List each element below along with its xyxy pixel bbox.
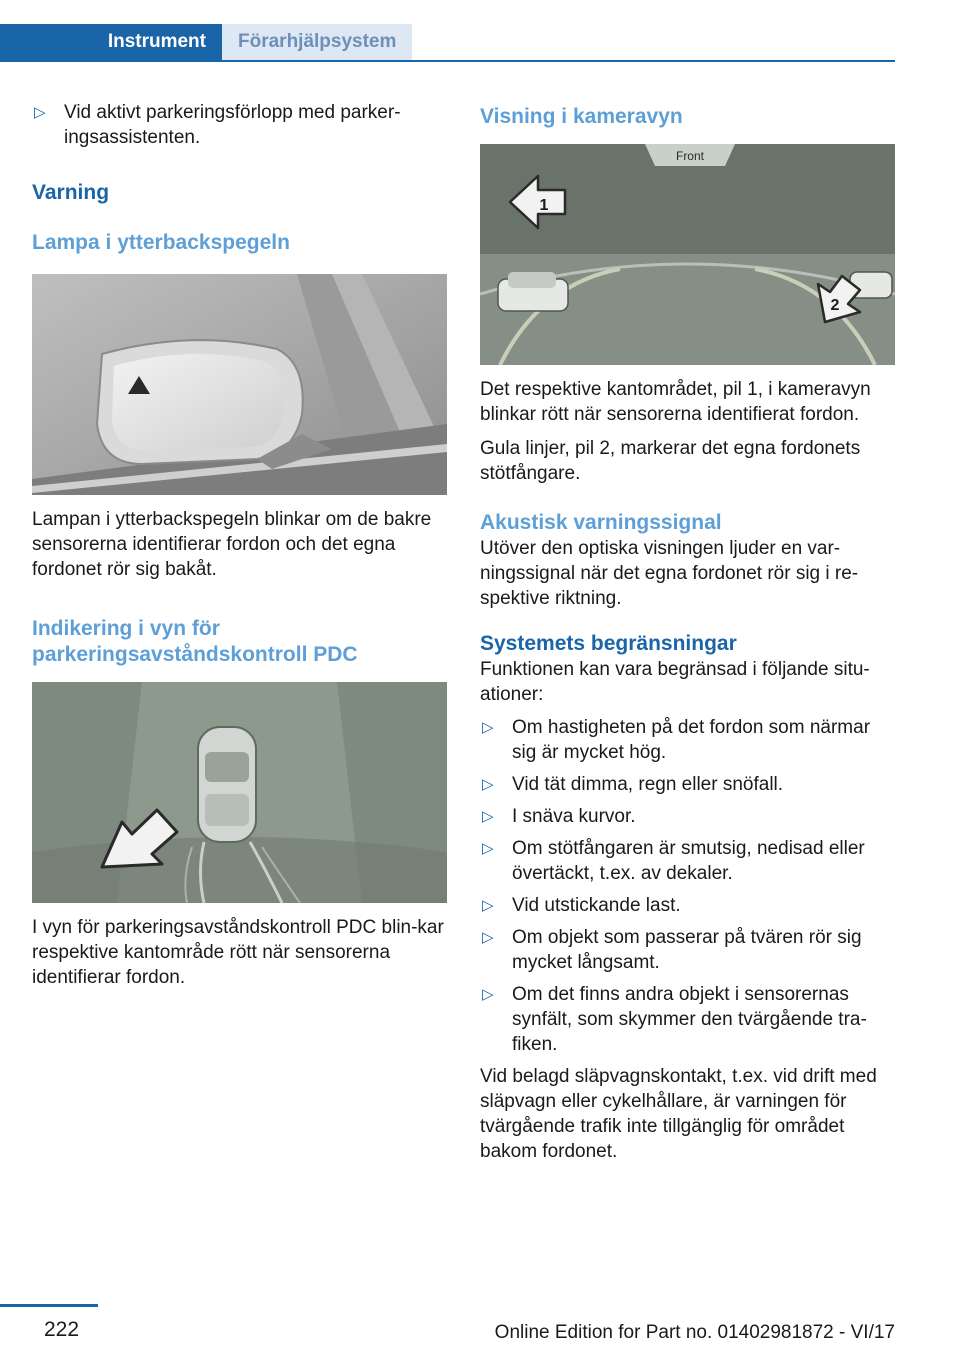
list-item (480, 893, 895, 918)
camera-illustration (480, 144, 895, 365)
list-item (480, 836, 895, 886)
list-item-text: Om det finns andra objekt i sensorernas synfält, som skymmer den tvärgående tra‐fiken. (512, 984, 867, 1055)
bullet-triangle-icon: ▷ (482, 776, 494, 793)
limits-intro: Funktionen kan vara begränsad i följande situ‐ationer: (480, 659, 870, 705)
list-item (480, 772, 895, 797)
bullet-triangle-icon: ▷ (482, 808, 494, 825)
page-number: 222 (44, 1318, 80, 1341)
camera-arrow-1-label: 1 (539, 197, 549, 214)
left-column (32, 100, 447, 990)
bullet-triangle-icon: ▷ (34, 104, 46, 121)
mirror-description: Lampan i ytterbackspegeln blinkar om de bakre sensorerna identifierar fordon och det egna fordonet rör sig bakåt. (32, 509, 432, 580)
footer-rule (0, 1304, 98, 1307)
edition-note: Online Edition for Part no. 01402981872 - VI/17 (494, 1322, 895, 1343)
heading-warning: Varning (32, 181, 110, 204)
bullet-triangle-icon: ▷ (482, 897, 494, 914)
mirror-image (32, 274, 447, 495)
tab-forarhjalpsystem[interactable]: Förarhjälpsystem (222, 24, 412, 60)
bullet-triangle-icon: ▷ (482, 840, 494, 857)
bullet-triangle-icon: ▷ (482, 986, 494, 1003)
list-item-text: Vid tät dimma, regn eller snöfall. (512, 774, 784, 795)
list-item (480, 982, 895, 1057)
list-item (480, 715, 895, 765)
camera-description-2: Gula linjer, pil 2, markerar det egna fordonets stötfångare. (480, 438, 861, 484)
pdc-image (32, 682, 447, 903)
camera-front-label: Front (675, 149, 705, 163)
heading-acoustic-signal: Akustisk varningssignal (480, 511, 722, 534)
pdc-illustration (32, 682, 447, 903)
closing-paragraph: Vid belagd släpvagnskontakt, t.ex. vid drift med släpvagn eller cykelhållare, är varningen för tvärgående trafik inte tillgänglig för området bakom fordonet. (480, 1066, 877, 1162)
list-item (480, 804, 895, 829)
bullet-triangle-icon: ▷ (482, 929, 494, 946)
list-item-text: I snäva kurvor. (512, 806, 636, 827)
list-item-text: Om hastigheten på det fordon som närmar sig är mycket hög. (512, 717, 871, 763)
camera-description-1: Det respektive kantområdet, pil 1, i kameravyn blinkar rött när sensorerna identifierat fordon. (480, 379, 871, 425)
camera-arrow-2-label: 2 (830, 297, 840, 314)
list-item-text: Vid utstickande last. (512, 895, 681, 916)
heading-camera-view: Visning i kameravyn (480, 105, 683, 128)
list-item-text: Om objekt som passerar på tvären rör sig mycket långsamt. (512, 927, 862, 973)
list-item-text: Vid aktivt parkeringsförlopp med parker‐ingsassistenten. (64, 102, 401, 148)
limits-list (480, 715, 895, 1057)
pdc-description: I vyn för parkeringsavståndskontroll PDC blin‐kar respektive kantområde rött när sensorerna identifierar fordon. (32, 917, 444, 988)
list-item-text: Om stötfångaren är smutsig, nedisad eller övertäckt, t.ex. av dekaler. (512, 838, 865, 884)
heading-system-limits: Systemets begränsningar (480, 632, 737, 655)
heading-mirror-lamp: Lampa i ytterbackspegeln (32, 231, 290, 254)
right-column (480, 100, 895, 1164)
acoustic-description: Utöver den optiska visningen ljuder en var‐ningssignal när det egna fordonet rör sig i re‐spektive riktning. (480, 538, 859, 609)
camera-image (480, 144, 895, 365)
list-item (32, 100, 447, 150)
list-item (480, 925, 895, 975)
bullet-triangle-icon: ▷ (482, 719, 494, 736)
tab-bar-filler (412, 24, 895, 60)
heading-pdc-view: Indikering i vyn för parkeringsavståndskontroll PDC (32, 617, 358, 666)
mirror-illustration (32, 274, 447, 495)
chapter-tabs (0, 24, 895, 62)
tab-instrument[interactable]: Instrument (0, 24, 222, 60)
